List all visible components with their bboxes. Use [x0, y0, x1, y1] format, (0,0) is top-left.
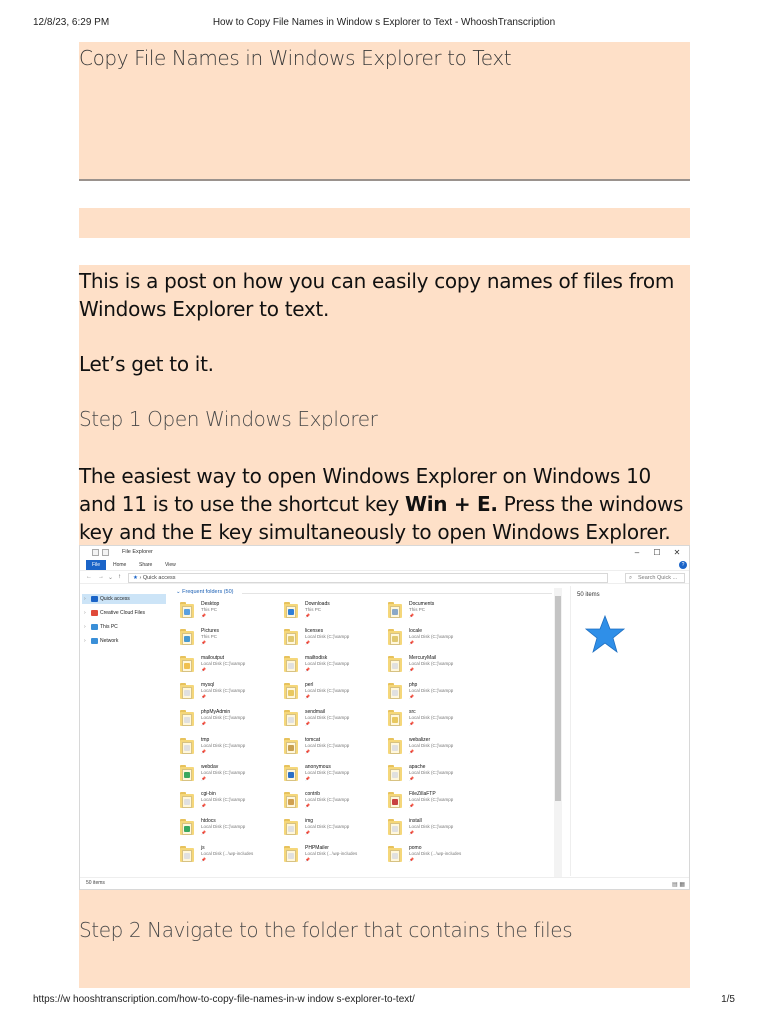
- pin-icon: 📌: [201, 667, 206, 673]
- folder-item: [388, 707, 488, 731]
- folder-item: [284, 735, 384, 759]
- step1-paragraph: [79, 462, 690, 546]
- folder-location: Local Disk (C:)\xampp: [305, 823, 350, 829]
- step1-text-before: The easiest way to open Windows Explorer on Windows 10 and 11 is to use the shortcut key: [79, 464, 651, 516]
- folder-location: Local Disk (C:)\xampp: [201, 742, 246, 748]
- chevron-right-icon: ›: [84, 610, 86, 616]
- folder-item: [388, 626, 488, 650]
- folder-badge-icon: [184, 745, 190, 751]
- folder-icon: [284, 682, 300, 700]
- folder-location: Local Disk (C:)\xampp: [201, 661, 246, 667]
- pin-icon: 📌: [409, 640, 414, 646]
- shortcut-key: Win + E.: [404, 492, 498, 516]
- folder-name: apache: [409, 763, 426, 770]
- folder-location: Local Disk (C:)\xampp: [409, 715, 454, 721]
- folder-name: cgi-bin: [201, 790, 216, 797]
- preview-pane: [570, 586, 688, 876]
- folder-location: Local Disk (C:)\xampp: [409, 742, 454, 748]
- folder-item: [180, 816, 280, 840]
- group-header: ⌄ Frequent folders (50): [176, 589, 234, 595]
- folder-badge-icon: [184, 826, 190, 832]
- pin-icon: 📌: [201, 640, 206, 646]
- address-path: Quick access: [142, 575, 176, 581]
- sidebar-item-label: Creative Cloud Files: [100, 610, 146, 616]
- folder-icon: [388, 655, 404, 673]
- folder-name: Downloads: [305, 601, 330, 607]
- ribbon-tab-share: Share: [139, 562, 153, 568]
- sidebar-item-this-pc: [82, 622, 166, 632]
- pin-icon: 📌: [305, 721, 310, 727]
- folder-badge-icon: [288, 717, 294, 723]
- explorer-screenshot: [79, 545, 690, 890]
- computer-icon: [91, 624, 98, 630]
- folder-badge-icon: [288, 745, 294, 751]
- ribbon-tab-file: File: [86, 560, 106, 570]
- folder-item: [388, 735, 488, 759]
- search-placeholder: Search Quick ...: [638, 575, 678, 581]
- folder-name: MercuryMail: [409, 655, 437, 662]
- folder-name: pomo: [409, 844, 422, 851]
- folder-location: Local Disk (C:)\xampp: [409, 796, 454, 802]
- folder-item: [388, 843, 488, 867]
- folder-badge-icon: [184, 717, 190, 723]
- folder-name: mailtodisk: [305, 655, 328, 662]
- folder-location: Local Disk (C:)\xampp: [201, 796, 246, 802]
- pin-icon: 📌: [305, 748, 310, 754]
- folder-icon: [284, 601, 300, 619]
- folder-location: Local Disk (C:)\xampp: [305, 661, 350, 667]
- folder-location: This PC: [409, 607, 426, 612]
- folder-location: Local Disk (C:)\xampp: [409, 769, 454, 775]
- pin-icon: 📌: [305, 829, 310, 835]
- folder-badge-icon: [184, 609, 190, 615]
- folder-badge-icon: [392, 609, 398, 615]
- folder-badge-icon: [184, 799, 190, 805]
- folder-name: tomcat: [305, 736, 321, 743]
- pin-icon: 📌: [409, 613, 414, 618]
- pin-icon: 📌: [409, 775, 414, 781]
- cloud-icon: [91, 610, 98, 616]
- folder-item: [284, 789, 384, 813]
- folder-item: [388, 653, 488, 677]
- folder-icon: [284, 709, 300, 727]
- up-arrow-icon: ↑: [118, 574, 121, 580]
- folder-location: This PC: [305, 607, 322, 612]
- folder-icon: [284, 818, 300, 836]
- intro-paragraph: This is a post on how you can easily copy names of files from Windows Explorer to text.: [79, 269, 675, 321]
- print-page-title: How to Copy File Names in Window s Explorer to Text - WhooshTranscription: [212, 17, 556, 28]
- folder-icon: [180, 601, 196, 619]
- print-datetime: 12/8/23, 6:29 PM: [33, 17, 110, 28]
- sidebar-item-label: This PC: [100, 624, 118, 630]
- folder-name: webalizer: [409, 736, 431, 743]
- view-toggle-icons: ▤ ▦: [671, 882, 685, 888]
- folder-location: Local Disk (C:)\xampp: [409, 661, 454, 667]
- folder-name: tmp: [201, 736, 210, 743]
- folder-badge-icon: [184, 663, 190, 669]
- network-icon: [91, 638, 98, 644]
- pin-icon: 📌: [305, 613, 310, 618]
- print-footer: [0, 994, 768, 1008]
- print-page-number: 1/5: [721, 994, 735, 1005]
- folder-badge-icon: [288, 690, 294, 696]
- pin-icon: 📌: [409, 667, 414, 673]
- folder-icon: [284, 737, 300, 755]
- folder-icon: [388, 628, 404, 646]
- folder-badge-icon: [392, 636, 398, 642]
- explorer-navbar: [80, 570, 689, 584]
- sidebar-item-network: [82, 636, 166, 646]
- folder-location: Local Disk (C:)\xampp: [305, 796, 350, 802]
- explorer-folder-icon: [92, 549, 99, 556]
- folder-name: Pictures: [201, 628, 220, 635]
- content-scrollbar: [554, 588, 562, 878]
- group-label: Frequent folders (50): [182, 589, 234, 595]
- chevron-right-icon: ›: [84, 638, 86, 644]
- folder-location: This PC: [201, 607, 218, 612]
- folder-item: [180, 789, 280, 813]
- folder-item: [284, 599, 384, 623]
- folder-icon: [180, 655, 196, 673]
- folder-badge-icon: [392, 663, 398, 669]
- forward-arrow-icon: →: [98, 574, 104, 580]
- explorer-ribbon: [80, 560, 689, 570]
- folder-badge-icon: [392, 772, 398, 778]
- folder-location: Local Disk (...\wp-includes: [305, 850, 358, 856]
- minimize-icon: –: [634, 548, 640, 557]
- print-url: https://w hooshtranscription.com/how-to-copy-file-names-in-w indow s-explorer-to-text/: [33, 994, 415, 1005]
- star-icon: [91, 596, 98, 602]
- folder-location: Local Disk (C:)\xampp: [409, 688, 454, 694]
- folder-icon: [388, 601, 404, 619]
- pin-icon: 📌: [305, 775, 310, 781]
- pin-icon: 📌: [201, 694, 206, 700]
- group-divider: [242, 593, 552, 594]
- folder-location: Local Disk (C:)\xampp: [305, 688, 350, 694]
- folder-name: webdav: [201, 763, 219, 770]
- explorer-content: [172, 586, 560, 881]
- folder-name: FileZillaFTP: [409, 790, 436, 797]
- folder-badge-icon: [184, 853, 190, 859]
- status-item-count: 50 items: [86, 880, 105, 886]
- quick-access-toolbar-icon: [102, 549, 109, 556]
- pin-icon: 📌: [409, 748, 414, 754]
- pin-icon: 📌: [409, 694, 414, 700]
- folder-badge-icon: [392, 799, 398, 805]
- folder-name: src: [409, 709, 416, 716]
- folder-badge-icon: [288, 799, 294, 805]
- folder-badge-icon: [392, 853, 398, 859]
- folder-location: Local Disk (C:)\xampp: [305, 634, 350, 640]
- folder-item: [284, 762, 384, 786]
- status-bar: [80, 877, 689, 889]
- folder-location: This PC: [201, 634, 218, 640]
- folder-icon: [388, 818, 404, 836]
- explorer-window-title: File Explorer: [122, 549, 153, 555]
- folder-icon: [284, 791, 300, 809]
- page-title: Copy File Names in Windows Explorer to Text: [79, 46, 512, 70]
- folder-icon: [284, 655, 300, 673]
- folder-badge-icon: [288, 609, 294, 615]
- folder-icon: [180, 845, 196, 863]
- folder-name: locale: [409, 628, 423, 635]
- address-bar: ★ › Quick access: [128, 573, 608, 583]
- folder-badge-icon: [392, 826, 398, 832]
- folder-badge-icon: [184, 636, 190, 642]
- folder-badge-icon: [288, 826, 294, 832]
- step1-heading: Step 1 Open Windows Explorer: [79, 407, 378, 431]
- folder-name: Desktop: [201, 601, 220, 607]
- star-shape: [586, 616, 624, 652]
- ribbon-tab-view: View: [165, 562, 176, 568]
- pin-icon: 📌: [305, 667, 310, 673]
- close-icon: ✕: [673, 548, 681, 557]
- search-icon: ⌕: [629, 575, 633, 581]
- back-arrow-icon: ←: [86, 574, 92, 580]
- search-box: [625, 573, 685, 583]
- folder-name: phpMyAdmin: [201, 709, 231, 716]
- folder-item: [180, 735, 280, 759]
- folder-location: Local Disk (C:)\xampp: [201, 715, 246, 721]
- maximize-icon: ☐: [653, 548, 661, 557]
- folder-item: [180, 707, 280, 731]
- preview-count: 50 items: [577, 592, 600, 598]
- scrollbar-thumb: [555, 596, 561, 801]
- pin-icon: 📌: [201, 613, 206, 618]
- ribbon-tab-home: Home: [113, 562, 127, 568]
- folder-item: [284, 626, 384, 650]
- folder-badge-icon: [288, 663, 294, 669]
- folder-name: perl: [305, 682, 314, 689]
- folder-location: Local Disk (C:)\xampp: [201, 769, 246, 775]
- folder-item: [388, 762, 488, 786]
- folder-icon: [284, 764, 300, 782]
- print-header: [0, 17, 768, 31]
- folder-icon: [284, 628, 300, 646]
- folder-name: anonymous: [305, 763, 331, 770]
- sidebar-item-label: Network: [100, 638, 119, 644]
- recent-dropdown-icon: ⌄: [108, 575, 114, 581]
- pin-icon: 📌: [201, 721, 206, 727]
- folder-icon: [180, 791, 196, 809]
- folder-name: htdocs: [201, 817, 216, 824]
- pin-icon: 📌: [305, 694, 310, 700]
- empty-block: [79, 208, 690, 238]
- folder-icon: [284, 845, 300, 863]
- folder-badge-icon: [184, 772, 190, 778]
- folder-name: php: [409, 682, 418, 689]
- lets-go-paragraph: Let’s get to it.: [79, 352, 214, 376]
- pin-icon: 📌: [409, 721, 414, 727]
- folder-icon: [388, 709, 404, 727]
- folder-item: [388, 789, 488, 813]
- folder-badge-icon: [288, 772, 294, 778]
- quick-access-star-icon: [585, 614, 625, 654]
- folder-item: [388, 599, 488, 623]
- chevron-right-icon: ›: [84, 624, 86, 630]
- folder-location: Local Disk (C:)\xampp: [409, 823, 454, 829]
- sidebar-item-label: Quick access: [100, 596, 130, 602]
- folder-name: licenses: [305, 628, 324, 635]
- sidebar-item-creative-cloud: [82, 608, 166, 618]
- folder-icon: [388, 737, 404, 755]
- folder-item: [180, 680, 280, 704]
- folder-icon: [388, 791, 404, 809]
- pin-icon: 📌: [201, 856, 206, 862]
- folder-item: [284, 843, 384, 867]
- folder-badge-icon: [392, 717, 398, 723]
- help-icon: ?: [679, 561, 687, 569]
- pin-icon: 📌: [305, 856, 310, 862]
- folder-location: Local Disk (...\wp-includes: [201, 850, 254, 856]
- folder-item: [388, 680, 488, 704]
- sidebar-item-quick-access: [82, 594, 166, 604]
- step1-text-after: Press the windows key and the E key simultaneously to open Windows Explorer.: [79, 492, 684, 544]
- folder-name: js: [201, 844, 205, 851]
- explorer-titlebar: [80, 546, 689, 560]
- folder-icon: [180, 818, 196, 836]
- pin-icon: 📌: [201, 748, 206, 754]
- pin-icon: 📌: [305, 802, 310, 808]
- folder-location: Local Disk (C:)\xampp: [305, 742, 350, 748]
- pin-icon: 📌: [201, 829, 206, 835]
- folder-icon: [180, 764, 196, 782]
- folder-badge-icon: [288, 636, 294, 642]
- folder-item: [180, 626, 280, 650]
- folder-item: [180, 762, 280, 786]
- folder-item: [284, 707, 384, 731]
- folder-location: Local Disk (C:)\xampp: [201, 823, 246, 829]
- pin-icon: 📌: [409, 856, 414, 862]
- title-divider: [79, 179, 690, 181]
- folder-location: Local Disk (C:)\xampp: [305, 715, 350, 721]
- folder-icon: [180, 737, 196, 755]
- folder-badge-icon: [288, 853, 294, 859]
- folder-badge-icon: [392, 745, 398, 751]
- folder-item: [180, 653, 280, 677]
- folder-name: sendmail: [305, 709, 326, 716]
- folder-location: Local Disk (C:)\xampp: [305, 769, 350, 775]
- explorer-sidebar: [80, 586, 170, 876]
- folder-item: [388, 816, 488, 840]
- folder-item: [180, 843, 280, 867]
- pin-icon: 📌: [409, 802, 414, 808]
- folder-badge-icon: [392, 690, 398, 696]
- folder-name: img: [305, 817, 314, 824]
- folder-icon: [180, 709, 196, 727]
- folder-icon: [388, 845, 404, 863]
- pin-icon: 📌: [409, 829, 414, 835]
- folder-name: mysql: [201, 682, 215, 689]
- folder-name: PHPMailer: [305, 844, 329, 851]
- folder-name: mailoutput: [201, 655, 225, 662]
- folder-item: [284, 653, 384, 677]
- pin-icon: 📌: [201, 802, 206, 808]
- folder-name: contrib: [305, 790, 321, 797]
- pin-icon: 📌: [305, 640, 310, 646]
- folder-icon: [388, 764, 404, 782]
- folder-item: [284, 816, 384, 840]
- folder-item: [284, 680, 384, 704]
- folder-name: Documents: [409, 601, 435, 607]
- folder-name: install: [409, 817, 422, 824]
- folder-location: Local Disk (C:)\xampp: [409, 634, 454, 640]
- folder-location: Local Disk (C:)\xampp: [201, 688, 246, 694]
- folder-icon: [180, 628, 196, 646]
- folder-badge-icon: [184, 690, 190, 696]
- folder-icon: [180, 682, 196, 700]
- chevron-right-icon: ›: [84, 596, 86, 602]
- folder-location: Local Disk (...\wp-includes: [409, 850, 462, 856]
- pin-star-icon: ★: [133, 575, 138, 581]
- step2-heading: Step 2 Navigate to the folder that contains the files: [79, 918, 573, 942]
- folder-item: [180, 599, 280, 623]
- folder-icon: [388, 682, 404, 700]
- pin-icon: 📌: [201, 775, 206, 781]
